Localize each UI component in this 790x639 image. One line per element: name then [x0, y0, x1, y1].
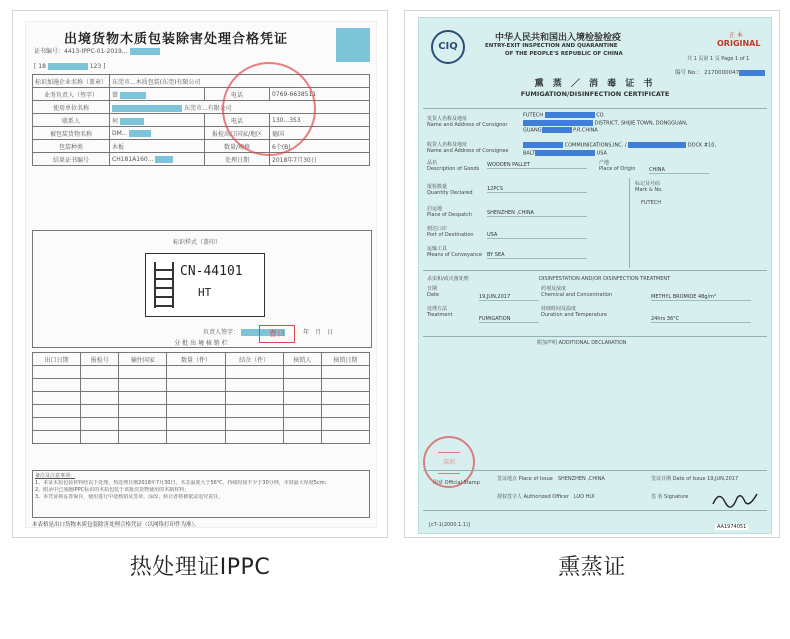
issue-place: 签证地点 Place of Issue SHENZHEN ,CHINA — [497, 476, 605, 482]
table-row — [33, 379, 370, 392]
table-row: 联系人 何 电话 130...353 — [33, 114, 370, 127]
treatment-title-cn: 杀虫和/或灭菌处理 — [427, 276, 469, 282]
barcode-number: AA1974051 — [717, 524, 747, 530]
ippc-mark-code: CN-44101 — [180, 264, 243, 279]
fumigation-certificate-card[interactable] — [404, 10, 780, 538]
ciq-logo-icon: CIQ — [431, 30, 465, 64]
ippc-mark-box — [145, 253, 265, 317]
consignor-label: 发货人名称及地址 Name and Address of Consignor — [427, 116, 508, 128]
fumigation-certificate-document — [418, 17, 772, 534]
red-name-stamp: 曹日 — [259, 325, 295, 343]
treatment-method-value: FUMIGATION — [479, 316, 539, 323]
page-indicator: 共 1 页第 1 页 Page 1 of 1 — [687, 56, 750, 62]
signature-label: 签 名 Signature — [651, 494, 689, 500]
issue-date: 签证日期 Date of Issue 19,JUN,2017 — [651, 476, 739, 482]
official-seal-icon: 深圳 — [423, 436, 475, 488]
original-cn: 正 本 — [729, 32, 743, 39]
authority-title-cn: 中华人民共和国出入境检验检疫 — [495, 33, 622, 43]
cert-title-en: FUMIGATION/DISINFECTION CERTIFICATE — [520, 90, 670, 98]
table-row: 标识加施企业名称（盖章） 东莞市...木质包装(东莞)有限公司 — [33, 75, 370, 88]
ippc-serial: [ 18 123 ] — [34, 63, 106, 70]
cert-number: 编号 No.： 2170000047 — [675, 68, 765, 76]
notes-box — [32, 470, 370, 518]
ippc-footer: 本表格是出口货物木质包装除害处理合格凭证（以网络打印件为准）。 — [32, 522, 200, 528]
duration-value: 24hrs 36°C — [651, 316, 751, 323]
goods-value: WOODEN PALLET — [487, 162, 587, 169]
seal-label: 印章 Official Stamp — [433, 480, 480, 486]
authority-title-en1: ENTRY-EXIT INSPECTION AND QUARANTINE — [485, 43, 618, 49]
divider — [423, 270, 767, 271]
qr-code-redacted — [336, 28, 370, 62]
signature-icon — [711, 488, 761, 510]
table-row: 使用单位名称 东莞市...有限公司 — [33, 101, 370, 114]
chemical-label: 药剂及浓度 Chemical and Concentration — [541, 286, 613, 298]
marks-value: FUTECH — [641, 200, 661, 206]
quantity-value: 12PCS — [487, 186, 587, 193]
divider — [423, 108, 767, 109]
cert-title-cn: 熏 蒸 ／ 消 毒 证 书 — [534, 79, 656, 89]
ippc-certificate-card[interactable] — [12, 10, 388, 538]
consignee-value: COMMUNICATIONS,INC. / DOCK #10, BALT USA — [523, 142, 717, 156]
divider — [629, 178, 630, 268]
consignor-value: FUTECH CO. DISTRICT, SHIJIE TOWN, DONGGUAN, GUANG P.R.CHINA — [523, 112, 688, 134]
sign-date-label: 年 月 日 — [303, 329, 334, 336]
authorized-officer: 授权签字人 Authorized Officer LUO HUI — [497, 494, 595, 500]
date-label: 日期 Date — [427, 286, 439, 298]
table-row: 结果证书编号 CH181A160... 处理日期 2018年7月30日 — [33, 153, 370, 166]
ippc-cert-number: 证书编号：4413-IPPC-01-2019... — [34, 46, 160, 55]
divider — [423, 510, 767, 511]
treatment-title-en: DISINFESTATION AND/OR DISINFECTION TREATMENT — [539, 276, 671, 282]
table-row — [33, 392, 370, 405]
origin-value: CHINA — [649, 167, 709, 174]
table-row: 业务负责人（签字） 曾 电话 0769-6638511 — [33, 88, 370, 101]
mark-style-label: 标识样式（盖印） — [173, 239, 222, 246]
signer-label: 负责人签字： — [203, 327, 285, 336]
origin-label: 产地 Place of Origin — [599, 160, 636, 172]
ippc-mark-method: HT — [198, 286, 212, 299]
divider — [423, 336, 767, 337]
notes-title: 备注及注意事项： — [35, 473, 76, 479]
quantity-label: 报检数量 Quantity Declared — [427, 184, 473, 196]
duration-label: 持续时间及温度 Duration and Temperature — [541, 306, 607, 318]
fumigation-caption: 熏蒸证 — [558, 555, 626, 580]
despatch-label: 启运地 Place of Despatch — [427, 206, 472, 218]
date-value: 19,JUN,2017 — [479, 294, 539, 301]
table-row: 包装种类 木板 数量/规格 6个(B) — [33, 140, 370, 153]
ippc-caption: 热处理证IPPC — [129, 555, 271, 580]
table-row — [33, 418, 370, 431]
table-row — [33, 366, 370, 379]
ippc-wheat-icon — [154, 262, 174, 308]
verification-table — [32, 352, 370, 444]
form-number: [c7-1(2000.1.1)] — [429, 522, 470, 528]
destination-label: 到达口岸 Port of Destination — [427, 226, 474, 238]
destination-value: USA — [487, 232, 587, 239]
consignee-label: 收货人名称及地址 Name and Address of Consignee — [427, 142, 509, 154]
ippc-title: 出境货物木质包装除害处理合格凭证 — [63, 32, 288, 47]
table-row: 被包装货物名称 DM... 报检出口国家/地区 德国 — [33, 127, 370, 140]
conveyance-value: BY SEA — [487, 252, 587, 259]
treatment-method-label: 处理方法 Treatment — [427, 306, 453, 318]
marks-label: 标记及号码 Mark & No. — [635, 181, 663, 193]
note-item: 3、本凭证须妥善保存，使用进行中途核销及签章，涂改、转让者将被依法追究责任。 — [35, 494, 224, 500]
divider — [423, 470, 767, 471]
goods-label: 品名 Description of Goods — [427, 160, 480, 172]
mark-stamp-area — [32, 230, 372, 348]
red-official-seal — [222, 62, 316, 156]
note-item: 1、本证木质包装材料经以下处理，热处理日期2018年7月30日，木芯温度大于56℃，持续时间不少于30分钟，木材最大厚度5cm； — [35, 480, 330, 486]
despatch-value: SHENZHEN ,CHINA — [487, 210, 587, 217]
ippc-info-table — [32, 74, 370, 166]
authority-title-en2: OF THE PEOPLE'S REPUBLIC OF CHINA — [505, 51, 623, 57]
additional-declaration: 附加声明 ADDITIONAL DECLARATION — [537, 340, 627, 346]
original-label: ORIGINAL — [717, 39, 761, 48]
table-header-row: 出口日期 报检号 输往国家 数量（件） 结余（件） 核销人 核销日期 — [33, 353, 370, 366]
chemical-value: METHYL BROMIDE 48g/m³ — [651, 294, 751, 301]
table-row — [33, 431, 370, 444]
ippc-certificate-document — [25, 21, 377, 528]
section-title: 分 批 出 境 核 销 栏 — [174, 340, 228, 347]
conveyance-label: 运输工具 Means of Conveyance — [427, 246, 482, 258]
table-row — [33, 405, 370, 418]
note-item: 2、附录中已加施IPPC标识的木质包装于该批次货物使用的木制材料； — [35, 487, 190, 493]
